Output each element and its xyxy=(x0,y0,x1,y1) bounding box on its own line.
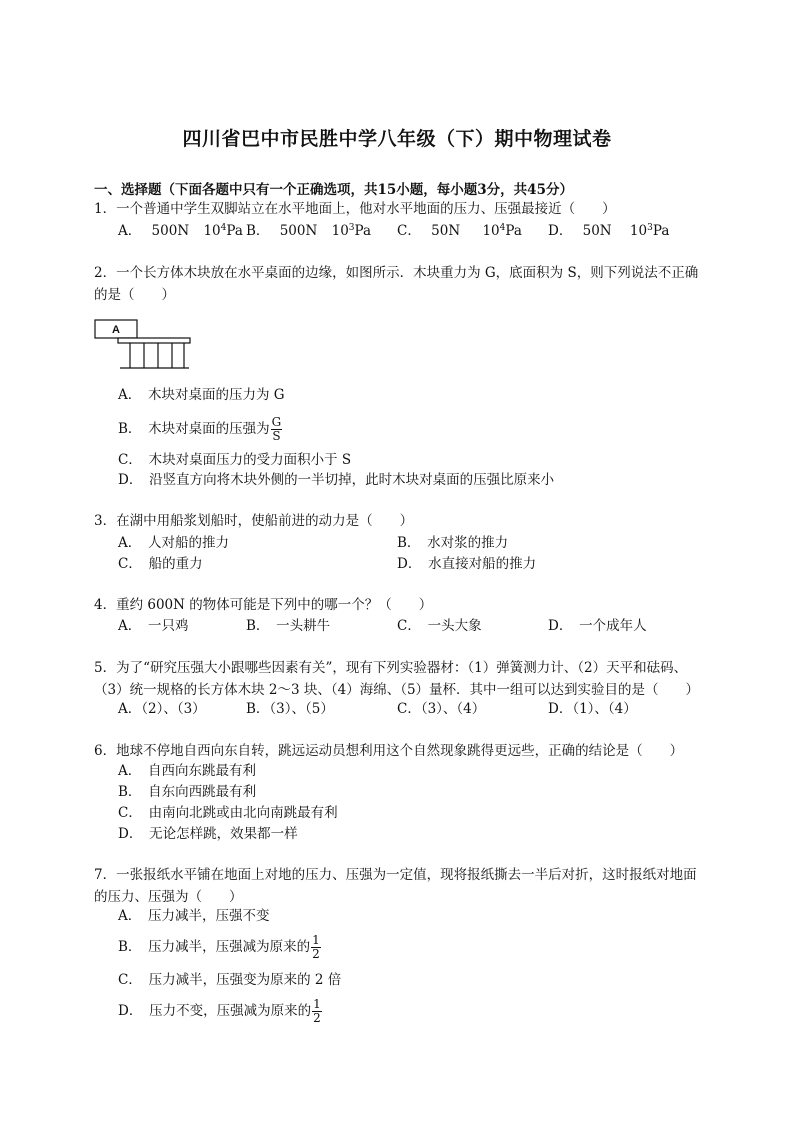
option-base: 10 xyxy=(203,223,221,239)
fraction-denominator: 2 xyxy=(313,1011,321,1025)
option-text: B． 压力减半，压强减为原来的 xyxy=(118,939,311,955)
fraction-numerator: 1 xyxy=(313,997,321,1011)
q5-option-b: B．（3）、（5） xyxy=(246,701,334,717)
q6-option-c: C． 由南向北跳或由北向南跳最有利 xyxy=(118,805,338,821)
option-unit: Pa xyxy=(652,223,670,239)
table-top xyxy=(118,338,190,343)
fraction-denominator: 2 xyxy=(312,947,320,961)
q7-option-a: A． 压力减半，压强不变 xyxy=(118,908,270,924)
q3-option-b: B． 水对浆的推力 xyxy=(397,535,509,551)
q3-option-a: A． 人对船的推力 xyxy=(118,535,229,551)
q6-option-a: A． 自西向东跳最有利 xyxy=(118,763,256,779)
option-force: 50N xyxy=(431,223,461,239)
q6-option-b: B． 自东向西跳最有利 xyxy=(118,784,257,800)
option-exponent: 3 xyxy=(348,223,355,233)
q7-option-b xyxy=(118,934,321,961)
q4-option-d: D． 一个成年人 xyxy=(548,618,647,634)
fraction-numerator: 1 xyxy=(312,933,320,947)
q3-option-d: D． 水直接对船的推力 xyxy=(397,556,537,572)
q1-option-a xyxy=(118,221,243,241)
option-force: 50N xyxy=(582,223,612,239)
question-4-stem: 4．重约 600N 的物体可能是下列中的哪一个？（ ） xyxy=(94,597,433,613)
q4-option-b: B． 一头耕牛 xyxy=(246,618,331,634)
question-5-stem: 5．为了“研究压强大小跟哪些因素有关”，现有下列实验器材：（1）弹簧测力计、（2）天平和砝码、（3）统一规格的长方体木块 2～3 块、（4）海绵、（5）量杯．其中一组可以达到实验目的是（ ） xyxy=(94,660,700,698)
fraction xyxy=(271,416,283,443)
q3-option-c: C． 船的重力 xyxy=(118,556,203,572)
question-2-stem: 2．一个长方体木块放在水平桌面的边缘，如图所示．木块重力为 G，底面积为 S，则下列说法不正确的是（ ） xyxy=(94,265,699,303)
option-exponent: 3 xyxy=(647,223,653,233)
option-force: 500N xyxy=(151,223,190,239)
q4-option-a: A． 一只鸡 xyxy=(118,618,189,634)
q2-option-b xyxy=(118,416,282,443)
q7-option-d xyxy=(118,998,322,1025)
question-6-stem: 6．地球不停地自西向东自转，跳远运动员想利用这个自然现象跳得更远些，正确的结论是（ ） xyxy=(94,743,684,759)
q2-option-c: C． 木块对桌面压力的受力面积小于 S xyxy=(118,452,352,468)
option-text: B． 木块对桌面的压强为 xyxy=(118,421,270,437)
option-exponent: 4 xyxy=(220,223,227,233)
question-1-stem: 1．一个普通中学生双脚站立在水平地面上，他对水平地面的压力、压强最接近（ ） xyxy=(94,201,616,217)
q5-option-d: D．（1）、（4） xyxy=(548,701,637,717)
question-3-stem: 3．在湖中用船浆划船时，使船前进的动力是（ ） xyxy=(94,513,414,529)
option-letter: A． xyxy=(118,223,142,239)
block-label: A xyxy=(112,324,120,336)
option-base: 10 xyxy=(331,223,349,239)
q2-option-d: D． 沿竖直方向将木块外侧的一半切掉，此时木块对桌面的压强比原来小 xyxy=(118,472,555,488)
option-base: 10 xyxy=(482,223,500,239)
fraction xyxy=(312,998,322,1025)
q1-option-d xyxy=(548,221,669,241)
fraction xyxy=(311,934,321,961)
q2-option-a: A． 木块对桌面的压力为 G xyxy=(118,387,285,403)
q5-option-a: A．（2）、（3） xyxy=(118,701,206,717)
option-unit: Pa xyxy=(354,223,372,239)
option-text: D． 压力不变，压强减为原来的 xyxy=(118,1003,312,1019)
option-force: 500N xyxy=(279,223,318,239)
q7-option-c: C． 压力减半，压强变为原来的 2 倍 xyxy=(118,972,342,988)
q1-option-b xyxy=(246,221,371,241)
option-exponent: 4 xyxy=(499,223,506,233)
fraction-denominator: S xyxy=(272,429,281,443)
option-letter: D． xyxy=(548,223,573,239)
fraction-numerator: G xyxy=(271,415,282,429)
option-base: 10 xyxy=(629,223,648,239)
section-heading: 一、选择题（下面各题中只有一个正确选项，共15小题，每小题3分，共45分） xyxy=(94,182,573,198)
block-on-table-diagram xyxy=(94,316,194,372)
page-title: 四川省巴中市民胜中学八年级（下）期中物理试卷 xyxy=(182,128,612,150)
option-letter: C． xyxy=(397,223,421,239)
q1-option-c xyxy=(397,221,522,241)
option-unit: Pa xyxy=(505,223,522,239)
q5-option-c: C．（3）、（4） xyxy=(397,701,486,717)
question-7-stem: 7．一张报纸水平铺在地面上对地的压力、压强为一定值，现将报纸撕去一半后对折，这时报纸对地面的压力、压强为（ ） xyxy=(94,867,697,905)
option-letter: B． xyxy=(246,223,270,239)
option-unit: Pa xyxy=(226,223,243,239)
q6-option-d: D． 无论怎样跳，效果都一样 xyxy=(118,826,298,842)
q4-option-c: C． 一头大象 xyxy=(397,618,482,634)
